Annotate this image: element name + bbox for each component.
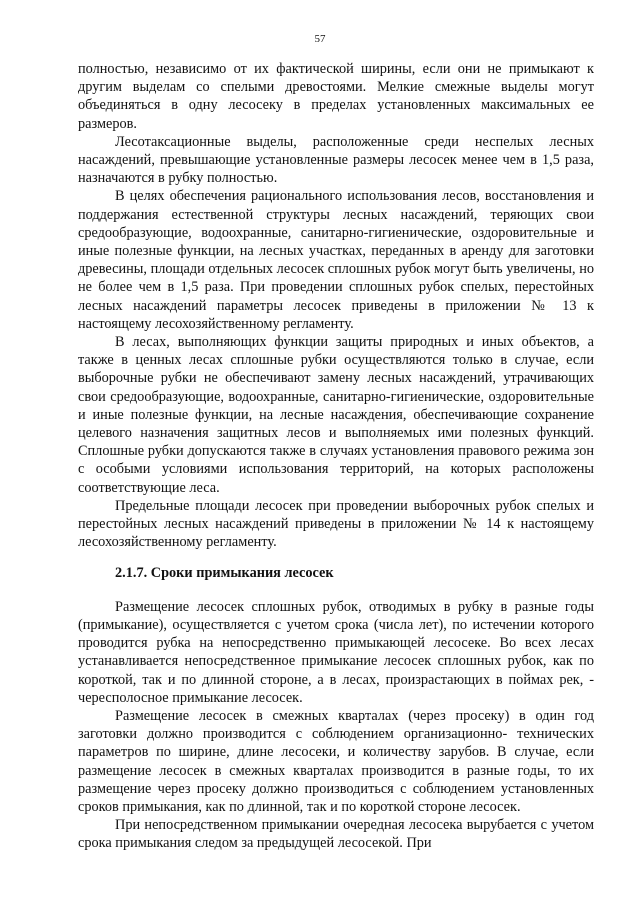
paragraph: При непосредственном примыкании очередная лесосека вырубается с учетом срока примыкания следом за предыдущей лесосекой. При: [78, 817, 594, 852]
paragraph: В лесах, выполняющих функции защиты природных и иных объектов, а также в ценных лесах сплошные рубки осуществляются только в случае, если выборочные рубки не обеспечивают замену лесных насаждений, утрачивающих свои средообразующие, водоохранные, санитарно-гигиенические, оздоровительные и иные полезные функции, на лесные насаждения, обеспечивающие сохранение целевого назначения защитных лесов и выполняемых ими полезных функций. Сплошные рубки допускаются также в случаях установления правового режима зон с особыми условиями использования территорий, на которых расположены соответствующие леса.: [78, 334, 594, 496]
section-heading: 2.1.7. Сроки примыкания лесосек: [115, 565, 334, 582]
paragraph: Размещение лесосек сплошных рубок, отводимых в рубку в разные годы (примыкание), осуществляется с учетом срока (числа лет), по истечении которого проводится рубка на непосредственно примыкающей лесосеке. Во всех лесах устанавливается непосредственное примыкание лесосек сплошных рубок, как по короткой, так и по длинной стороне, а в лесах, произрастающих в поймах рек, - чересполосное примыкание лесосек.: [78, 598, 594, 706]
page-number: 57: [314, 33, 326, 45]
paragraph: Размещение лесосек в смежных кварталах (через просеку) в один год заготовки должно производится с соблюдением организационно- технических параметров по ширине, длине лесосеки, и количеству зарубов. В случае, если размещение лесосек в смежных кварталах производится в разные годы, то их размещение через просеку должно производиться с соблюдением установленных сроков примыкания, как по длинной, так и по короткой стороне лесосек.: [78, 707, 594, 815]
paragraph: полностью, независимо от их фактической ширины, если они не примыкают к другим выделам со спелыми древостоями. Мелкие смежные выделы могут объединяться в одну лесосеку в пределах установленных максимальных ее размеров.: [78, 61, 594, 132]
paragraph: Предельные площади лесосек при проведении выборочных рубок спелых и перестойных лесных насаждений приведены в приложении № 14 к настоящему лесохозяйственному регламенту.: [78, 497, 594, 551]
paragraph: Лесотаксационные выделы, расположенные среди неспелых лесных насаждений, превышающие установленные размеры лесосек менее чем в 1,5 раза, назначаются в рубку полностью.: [78, 133, 594, 187]
paragraph: В целях обеспечения рационального использования лесов, восстановления и поддержания естественной структуры лесных насаждений, теряющих свои средообразующие, водоохранные, санитарно-гигиенические, оздоровительные и иные полезные функции, на лесных участках, переданных в аренду для заготовки древесины, площади отдельных лесосек сплошных рубок могут быть увеличены, но не более чем в 1,5 раза. При проведении сплошных рубок спелых, перестойных лесных насаждений параметры лесосек приведены в приложении № 13 к настоящему лесохозяйственному регламенту.: [78, 188, 594, 332]
document-body: [78, 60, 594, 853]
